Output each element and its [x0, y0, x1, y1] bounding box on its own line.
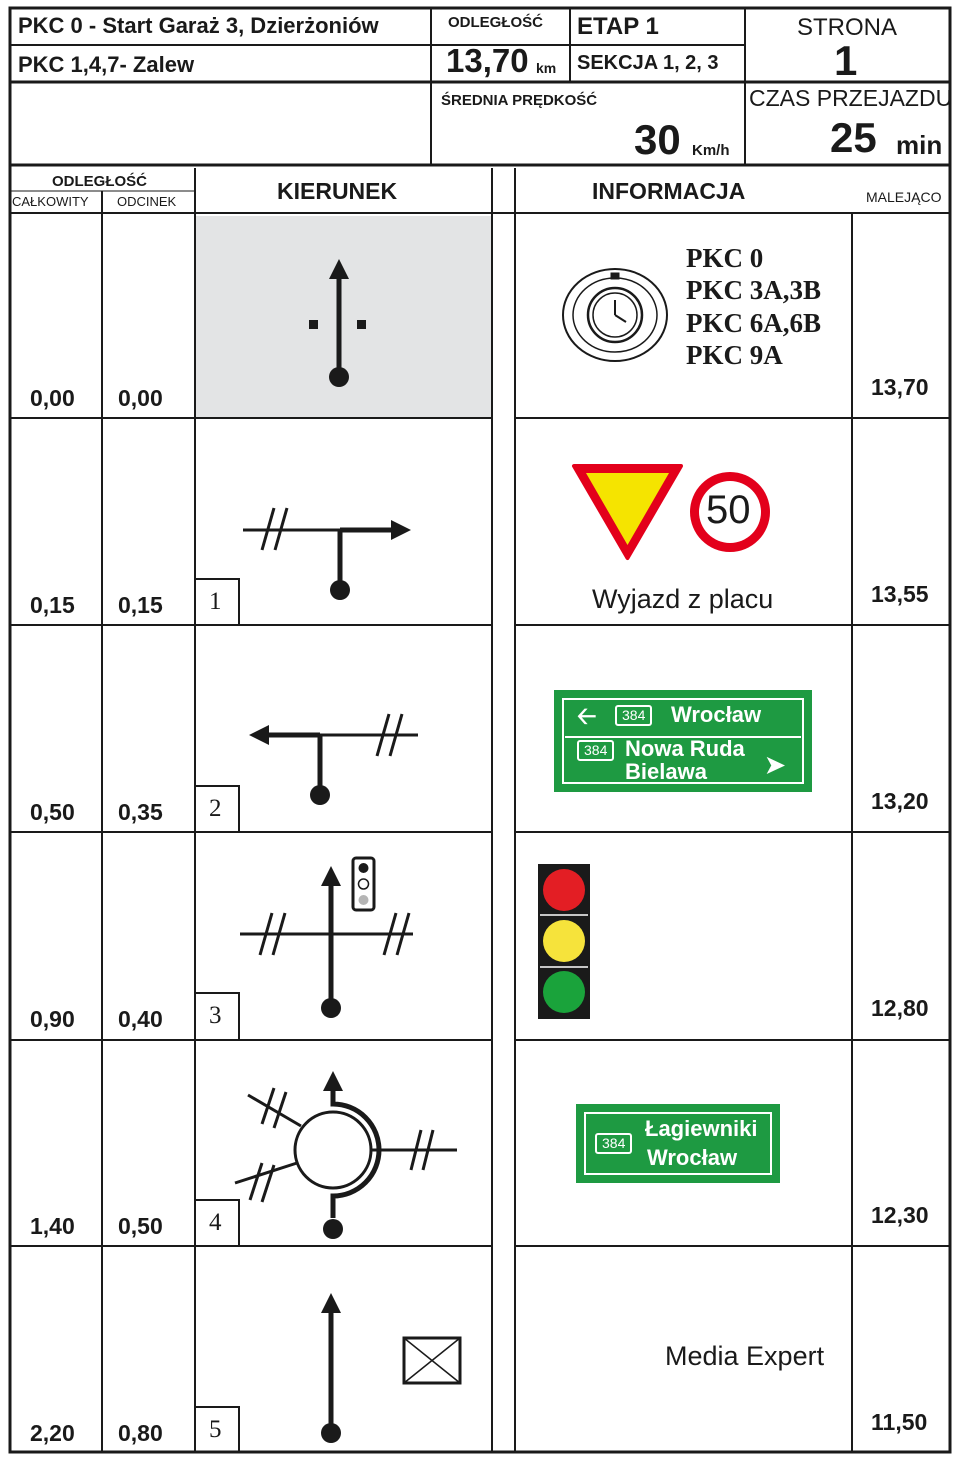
start-label: PKC 0 - Start Garaż 3, Dzierżoniów: [18, 13, 379, 38]
clock-stamp-icon: [560, 264, 670, 366]
row-2-segment: 0,15: [118, 592, 163, 618]
traffic-light-icon: [538, 864, 590, 1019]
pkc-line-4: PKC 9A: [686, 340, 783, 370]
row-6-segment: 0,80: [118, 1420, 163, 1446]
pkc-line-1: PKC 0: [686, 243, 764, 273]
give-way-sign-icon: [570, 462, 685, 562]
row-5-remaining: 12,30: [871, 1202, 929, 1228]
row-2-number: 1: [209, 588, 222, 615]
turn-right-diagram: [243, 508, 402, 600]
arrow-left-icon: 🡠: [577, 703, 597, 730]
speed-limit-value: 50: [706, 488, 751, 532]
row-6-number: 5: [209, 1416, 222, 1443]
row-4-remaining: 12,80: [871, 995, 929, 1021]
row-3-number: 2: [209, 795, 222, 822]
distance-value: 13,70: [446, 42, 529, 79]
straight-crossroads-diagram: [240, 858, 413, 1018]
avg-speed-value: 30: [634, 116, 681, 163]
travel-time-unit: min: [896, 130, 943, 160]
straight-landmark-diagram: [321, 1302, 460, 1443]
straight-start-diagram: [309, 268, 366, 387]
row-1-remaining: 13,70: [871, 374, 929, 400]
column-segment: ODCINEK: [117, 194, 177, 209]
finish-label: PKC 1,4,7- Zalew: [18, 52, 195, 77]
direction-sign-wroclaw-nowa-ruda: [556, 692, 810, 790]
row-6-remaining: 11,50: [871, 1409, 928, 1435]
distance-label: ODLEGŁOŚĆ: [448, 14, 544, 31]
row-3-remaining: 13,20: [871, 788, 929, 814]
row-3-segment: 0,35: [118, 799, 163, 825]
page-label: STRONA: [797, 14, 898, 41]
row-5-total: 1,40: [30, 1213, 75, 1239]
row-6-total: 2,20: [30, 1420, 75, 1446]
pkc-line-3: PKC 6A,6B: [686, 308, 821, 338]
column-total: CAŁKOWITY: [12, 194, 89, 209]
info-text-row-2: Wyjazd z placu: [592, 584, 774, 614]
row-4-segment: 0,40: [118, 1006, 163, 1032]
direction-sign-lagiewniki-wroclaw: [578, 1106, 778, 1181]
column-info: INFORMACJA: [592, 178, 746, 204]
avg-speed-label: ŚREDNIA PRĘDKOŚĆ: [441, 92, 598, 109]
row-4-total: 0,90: [30, 1006, 75, 1032]
row-4-number: 3: [209, 1002, 222, 1029]
road-number-badge-3: 384: [595, 1133, 632, 1154]
pkc-line-2: PKC 3A,3B: [686, 275, 821, 305]
road-number-badge: 384: [615, 705, 652, 726]
row-2-total: 0,15: [30, 592, 75, 618]
sign-destination-2: Nowa Ruda: [625, 736, 745, 761]
turn-left-diagram: [258, 714, 418, 805]
sign-destination-1: Wrocław: [671, 702, 762, 727]
column-descending: MALEJĄCO: [866, 189, 942, 205]
avg-speed-unit: Km/h: [692, 142, 730, 159]
row-5-segment: 0,50: [118, 1213, 163, 1239]
row-5-number: 4: [209, 1209, 222, 1236]
sign-destination-3: Bielawa: [625, 759, 707, 784]
sign-destination-lagiewniki: Łagiewniki: [645, 1116, 758, 1141]
column-distance-group: ODLEGŁOŚĆ: [52, 173, 148, 190]
row-3-total: 0,50: [30, 799, 75, 825]
column-direction: KIERUNEK: [277, 178, 398, 204]
section-label: SEKCJA 1, 2, 3: [577, 52, 719, 74]
sign-destination-wroclaw: Wrocław: [647, 1145, 738, 1170]
stage-label: ETAP 1: [577, 13, 659, 40]
arrow-right-icon: ➤: [765, 752, 786, 779]
page-number: 1: [834, 37, 858, 84]
row-1-segment: 0,00: [118, 385, 163, 411]
info-text-row-6: Media Expert: [665, 1341, 825, 1371]
row-2-remaining: 13,55: [871, 581, 929, 607]
row-1-total: 0,00: [30, 385, 75, 411]
roundabout-diagram: [235, 1080, 457, 1239]
road-number-badge-2: 384: [577, 740, 614, 761]
travel-time-value: 25: [830, 114, 877, 161]
distance-unit: km: [536, 60, 557, 76]
travel-time-label: CZAS PRZEJAZDU: [749, 85, 953, 111]
